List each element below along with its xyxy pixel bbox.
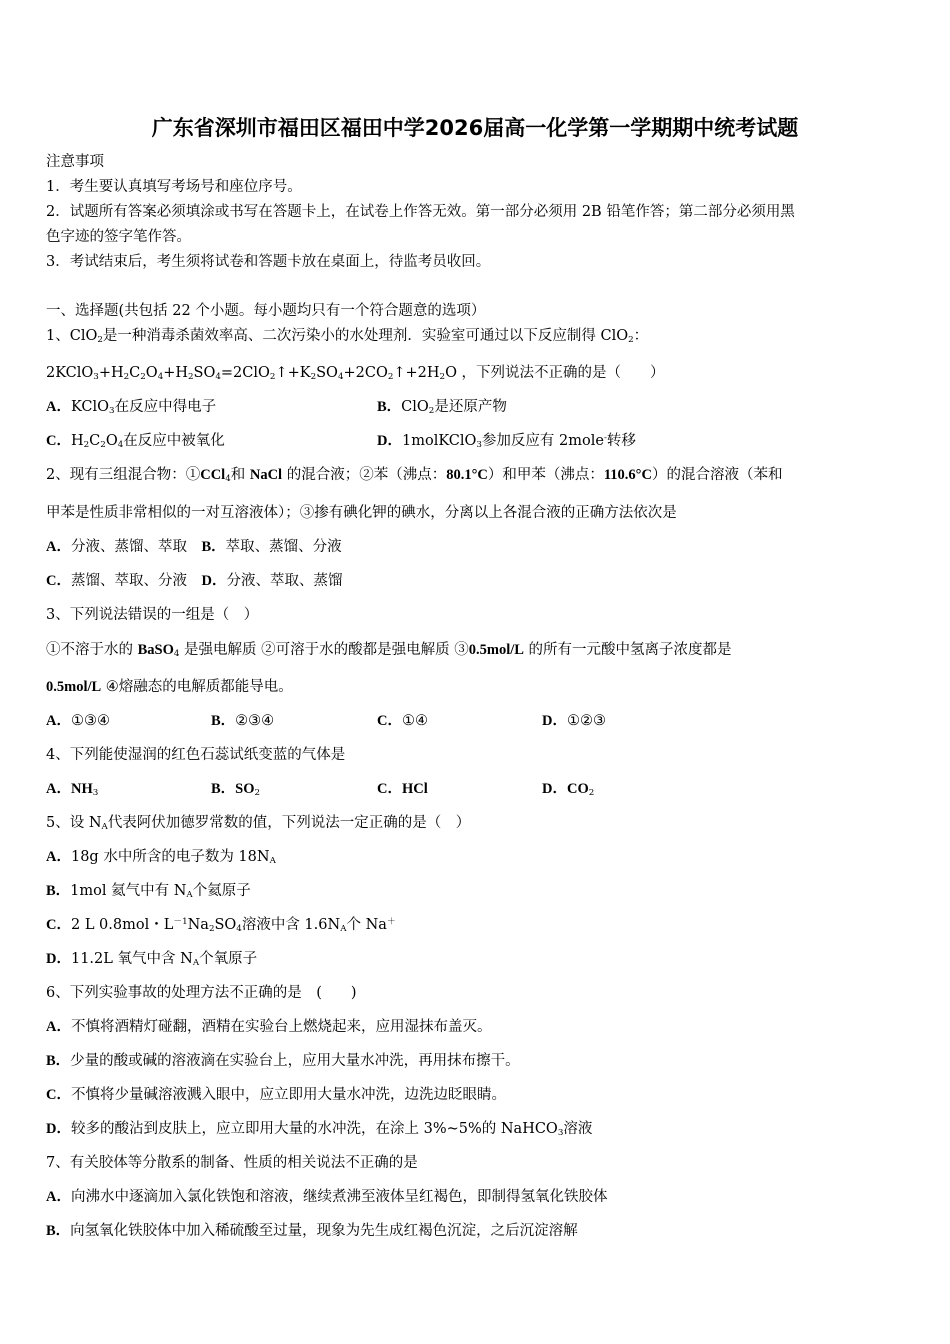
question-4-option-a: A．$NH_3$: [46, 781, 99, 799]
question-5-option-d: D．11.2L 氧气中含 $N_A$个氧原子: [46, 951, 258, 969]
question-3-statements: ①不溶于水的 BaSO$_4$ 是强电解质 ②可溶于水的酸都是强电解质 ③0.5mol/L 的所有一元酸中氢离子浓度都是: [46, 642, 732, 660]
page-title: 广东省深圳市福田区福田中学2026届高一化学第一学期期中统考试题: [151, 116, 799, 140]
notice-item: 3．考试结束后，考生须将试卷和答题卡放在桌面上，待监考员收回。: [46, 254, 491, 270]
question-4-option-d: D．$CO_2$: [542, 781, 595, 799]
question-7-option-a: A．向沸水中逐滴加入氯化铁饱和溶液，继续煮沸至液体呈红褐色，即制得氢氧化铁胶体: [46, 1189, 608, 1205]
notice-item: 2．试题所有答案必须填涂或书写在答题卡上，在试卷上作答无效。第一部分必须用 2B 铅笔作答；第二部分必须用黑: [46, 204, 795, 220]
question-5-option-c: C．2 L 0.8mol・$L^{-1}Na_2SO_4$溶液中含 $1.6N_A$个 Na＋: [46, 917, 396, 935]
question-2-stem-cont: 甲苯是性质非常相似的一对互溶液体）；③掺有碘化钾的碘水，分离以上各混合液的正确方法依次是: [46, 505, 677, 521]
question-4-option-c: C．HCl: [377, 781, 428, 797]
question-6-option-b: B．少量的酸或碱的溶液滴在实验台上，应用大量水冲洗，再用抹布擦干。: [46, 1053, 520, 1069]
question-4-option-b: B．$SO_2$: [211, 781, 261, 799]
section-heading: 一、选择题(共包括 22 个小题。每小题均只有一个符合题意的选项）: [46, 303, 486, 319]
question-3-option-c: C．①④: [377, 713, 428, 729]
question-6-option-c: C．不慎将少量碱溶液溅入眼中，应立即用大量水冲洗，边洗边眨眼睛。: [46, 1087, 506, 1103]
question-3-statements-cont: 0.5mol/L ④熔融态的电解质都能导电。: [46, 679, 293, 695]
question-5-stem: 5、设 $N_A$代表阿伏加德罗常数的值，下列说法一定正确的是（ ）: [46, 815, 471, 833]
question-1-option-a: A．KClO$_3$在反应中得电子: [46, 399, 217, 417]
question-6-option-a: A．不慎将酒精灯碰翻，酒精在实验台上燃烧起来，应用湿抹布盖灭。: [46, 1019, 492, 1035]
question-1-option-c: C．$H_2C_2O_4$在反应中被氧化: [46, 433, 225, 451]
question-2-stem: 2、现有三组混合物：①CCl$_4$和 NaCl 的混合液；②苯（沸点：80.1°C）和甲苯（沸点：110.6°C）的混合溶液（苯和: [46, 467, 783, 485]
question-6-option-d: D．较多的酸沾到皮肤上，应立即用大量的水冲洗，在涂上 3%~5%的 NaHCO$_3$溶液: [46, 1121, 593, 1139]
question-7-option-b: B．向氢氧化铁胶体中加入稀硫酸至过量，现象为先生成红褐色沉淀，之后沉淀溶解: [46, 1223, 578, 1239]
notice-item: 1．考生要认真填写考场号和座位序号。: [46, 179, 302, 195]
question-3-option-d: D．①②③: [542, 713, 606, 729]
question-1-option-b: B．ClO$_2$是还原产物: [377, 399, 507, 417]
question-1-equation: $2KClO_3+H_2C_2O_4+H_2SO_4=2ClO_2↑+K_2SO_4+2CO_2↑+2H_2O$ ，下列说法不正确的是（ ）: [46, 365, 665, 383]
question-6-stem: 6、下列实验事故的处理方法不正确的是 ( ): [46, 985, 357, 1001]
question-1-option-d: D．1molKClO$_3$参加反应有 2mole-转移: [377, 433, 636, 451]
notice-item: 色字迹的签字笔作答。: [46, 229, 191, 245]
question-3-stem: 3、下列说法错误的一组是（ ）: [46, 607, 259, 623]
question-2-options-ab: A．分液、蒸馏、萃取 B．萃取、蒸馏、分液: [46, 539, 342, 555]
question-3-option-b: B．②③④: [211, 713, 275, 729]
question-4-stem: 4、下列能使湿润的红色石蕊试纸变蓝的气体是: [46, 747, 346, 763]
question-2-options-cd: C．蒸馏、萃取、分液 D．分液、萃取、蒸馏: [46, 573, 343, 589]
question-5-option-a: A．18g 水中所含的电子数为 $18N_A$: [46, 849, 276, 867]
question-3-option-a: A．①③④: [46, 713, 110, 729]
question-5-option-b: B．1mol 氦气中有 $N_A$个氦原子: [46, 883, 251, 901]
question-7-stem: 7、有关胶体等分散系的制备、性质的相关说法不正确的是: [46, 1155, 418, 1171]
notice-heading: 注意事项: [46, 154, 104, 170]
question-1-stem: 1、ClO$_2$是一种消毒杀菌效率高、二次污染小的水处理剂．实验室可通过以下反应制得 ClO$_2$：: [46, 328, 649, 346]
